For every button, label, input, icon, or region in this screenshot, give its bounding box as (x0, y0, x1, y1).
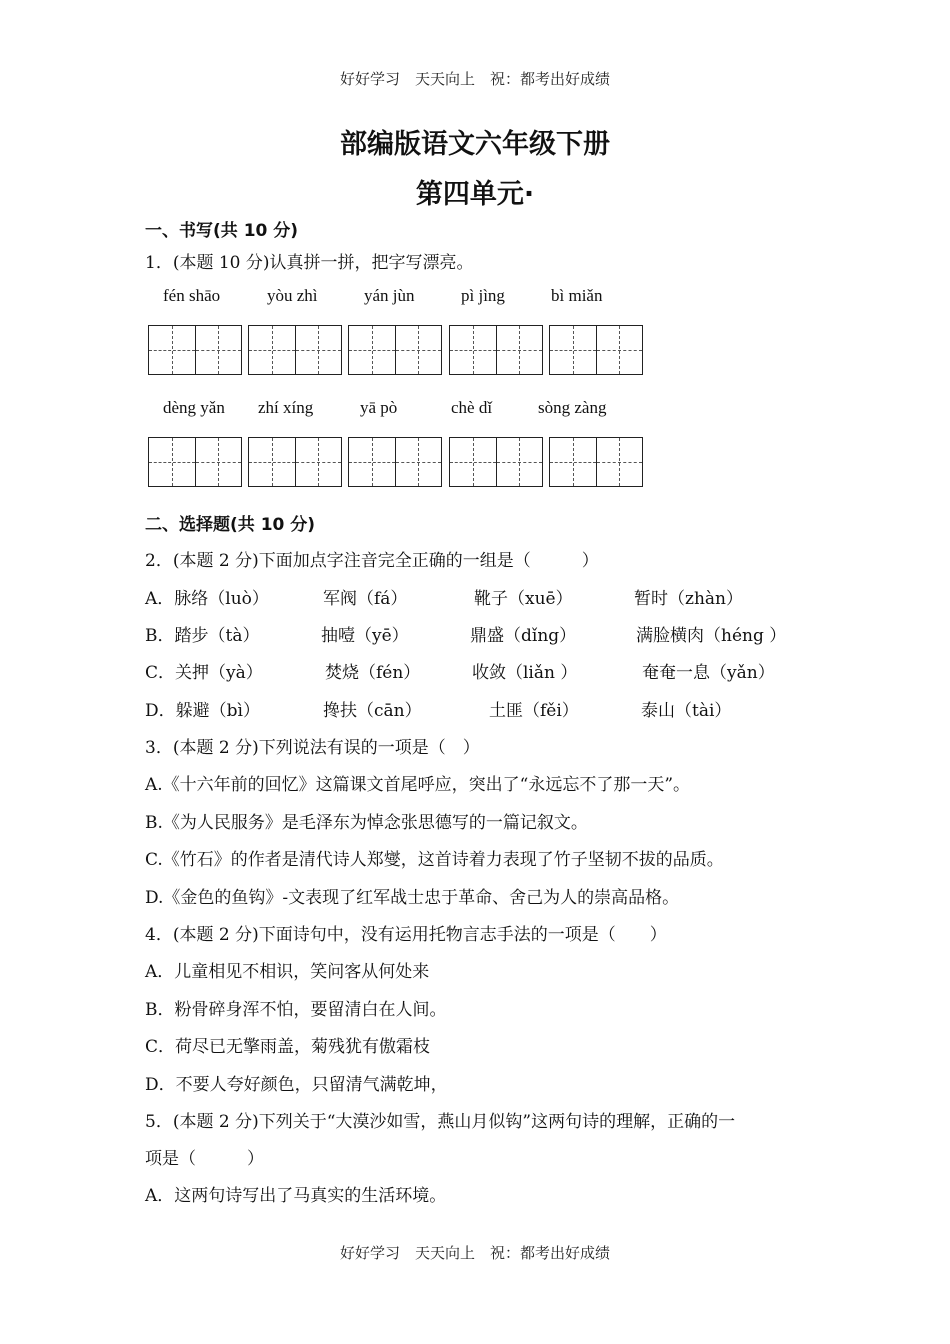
option: 暂时（zhàn） (634, 589, 743, 609)
pinyin-label: yā pò (360, 398, 398, 417)
option: B.《为人民服务》是毛泽东为悼念张思德写的一篇记叙文。 (145, 813, 588, 833)
writing-grid[interactable] (248, 437, 342, 487)
pinyin-label: yán jùn (364, 286, 415, 305)
option: 收敛（liǎn ） (472, 663, 578, 683)
page-title: 部编版语文六年级下册 (340, 129, 610, 160)
writing-grid[interactable] (348, 325, 442, 375)
option: 鼎盛（dǐng） (470, 626, 577, 646)
option: 焚烧（fén） (325, 663, 421, 683)
writing-grid[interactable] (549, 325, 643, 375)
writing-grid[interactable] (449, 325, 543, 375)
pinyin-label: chè dǐ (451, 398, 493, 417)
question-2-stem: 2．(本题 2 分)下面加点字注音完全正确的一组是（ ） (145, 551, 599, 571)
option: 奄奄一息（yǎn） (642, 663, 775, 683)
writing-grid[interactable] (348, 437, 442, 487)
pinyin-label: dèng yǎn (163, 398, 225, 417)
question-3-stem: 3．(本题 2 分)下列说法有误的一项是（ ） (145, 738, 480, 758)
option: 满脸横肉（héng ） (636, 626, 787, 646)
option: C.《竹石》的作者是清代诗人郑燮，这首诗着力表现了竹子坚韧不拔的品质。 (145, 850, 724, 870)
option: C．荷尽已无擎雨盖，菊残犹有傲霜枝 (145, 1037, 431, 1057)
option: D.《金色的鱼钩》-文表现了红军战士忠于革命、舍己为人的崇高品格。 (145, 888, 680, 908)
page-footer: 好好学习 天天向上 祝：都考出好成绩 (339, 1244, 610, 1262)
question-4-stem: 4．(本题 2 分)下面诗句中，没有运用托物言志手法的一项是（ ） (145, 925, 667, 945)
writing-grid[interactable] (148, 437, 242, 487)
option: A．这两句诗写出了马真实的生活环境。 (145, 1186, 447, 1206)
pinyin-label: zhí xíng (258, 398, 314, 417)
option: D．躲避（bì） (145, 701, 260, 721)
writing-grid[interactable] (148, 325, 242, 375)
option: 抽噎（yē） (321, 626, 409, 646)
option: A．脉络（luò） (145, 589, 269, 609)
writing-grid[interactable] (248, 325, 342, 375)
section-1-heading: 一、书写(共 10 分) (145, 221, 299, 241)
option: A．儿童相见不相识，笑问客从何处来 (145, 962, 430, 982)
pinyin-label: sòng zàng (538, 398, 607, 417)
option: C．关押（yà） (145, 663, 263, 683)
pinyin-label: pì jìng (461, 286, 505, 305)
writing-grid[interactable] (549, 437, 643, 487)
section-2-heading: 二、选择题(共 10 分) (145, 515, 316, 535)
option: A.《十六年前的回忆》这篇课文首尾呼应，突出了“永远忘不了那一天”。 (145, 775, 691, 795)
option: 搀扶（cān） (323, 701, 422, 721)
question-1-stem: 1．(本题 10 分)认真拼一拼，把字写漂亮。 (145, 253, 474, 273)
option: 军阀（fá） (323, 589, 408, 609)
option: D．不要人夸好颜色，只留清气满乾坤， (145, 1075, 448, 1095)
question-5-stem-cont: 项是（ ） (145, 1149, 264, 1169)
pinyin-label: yòu zhì (267, 286, 318, 305)
option: B．踏步（tà） (145, 626, 260, 646)
option: B．粉骨碎身浑不怕，要留清白在人间。 (145, 1000, 447, 1020)
pinyin-label: bì miǎn (551, 286, 603, 305)
pinyin-label: fén shāo (163, 286, 221, 305)
writing-grid[interactable] (449, 437, 543, 487)
question-5-stem: 5．(本题 2 分)下列关于“大漠沙如雪，燕山月似钩”这两句诗的理解，正确的一 (145, 1112, 736, 1132)
option: 土匪（fěi） (489, 701, 579, 721)
page-header: 好好学习 天天向上 祝：都考出好成绩 (339, 70, 610, 88)
option: 泰山（tài） (641, 701, 732, 721)
option: 靴子（xuē） (474, 589, 573, 609)
page-subtitle: 第四单元· (415, 179, 535, 210)
